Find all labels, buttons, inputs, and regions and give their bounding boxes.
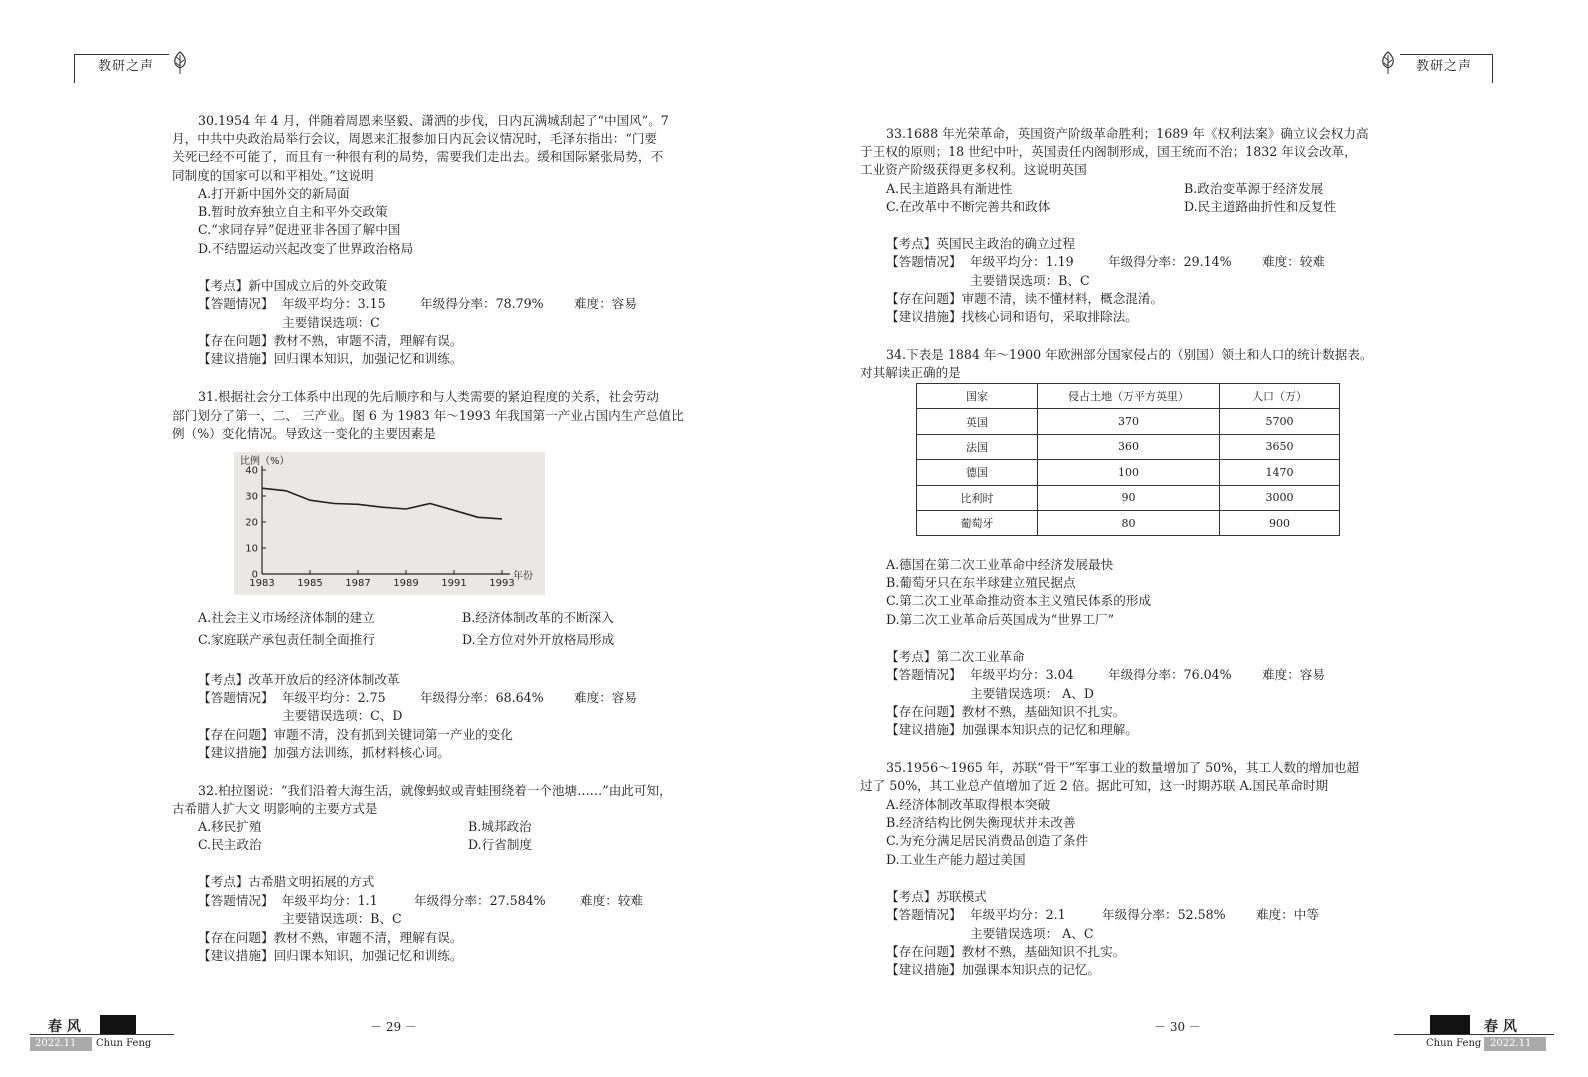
chart-x-tick-label: 1991 bbox=[441, 578, 467, 589]
q34-rate: 年级得分率：76.04% bbox=[1108, 667, 1232, 682]
q31-avg: 年级平均分：2.75 bbox=[282, 690, 386, 705]
q34-measure: 【建议措施】加强课本知识点的记忆和理解。 bbox=[886, 722, 1138, 737]
q30-problem: 【存在问题】教材不熟，审题不清，理解有误。 bbox=[198, 333, 463, 348]
q33-stem-3: 工业资产阶级获得更多权利。这说明英国 bbox=[860, 162, 1087, 177]
q34-option-d: D.第二次工业革命后英国成为“世界工厂” bbox=[886, 612, 1115, 627]
q30-stem-2: 月，中共中央政治局举行会议，周恩来汇报参加日内瓦会议情况时，毛泽东指出：“门要 bbox=[172, 131, 658, 146]
q33-measure: 【建议措施】找核心词和语句，采取排除法。 bbox=[886, 309, 1138, 324]
table-cell: 英国 bbox=[917, 409, 1038, 434]
q32-avg: 年级平均分：1.1 bbox=[282, 893, 378, 908]
q34-option-b: B.葡萄牙只在东半球建立殖民据点 bbox=[886, 575, 1076, 590]
table-cell: 5700 bbox=[1220, 409, 1340, 434]
table-cell: 法国 bbox=[917, 434, 1038, 459]
table-row bbox=[917, 510, 1340, 535]
q32-problem: 【存在问题】教材不熟，审题不清，理解有误。 bbox=[198, 930, 463, 945]
chart-series-line bbox=[262, 488, 502, 519]
footer-brand-right: 春 风 bbox=[1484, 1019, 1517, 1035]
q31-stem-2: 部门划分了第一、二、 三产业。图 6 为 1983 年～1993 年我国第一产业占国内生产总值比 bbox=[172, 408, 684, 423]
q33-errors: 主要错误选项：B、C bbox=[970, 273, 1090, 288]
chart-y-tick-label: 10 bbox=[245, 543, 258, 555]
q31-option-b: B.经济体制改革的不断深入 bbox=[462, 610, 614, 625]
q35-measure: 【建议措施】加强课本知识点的记忆。 bbox=[886, 962, 1101, 977]
q33-option-d: D.民主道路曲折性和反复性 bbox=[1184, 199, 1337, 214]
q31-stem-1: 31.根据社会分工体系中出现的先后顺序和与人类需要的紧迫程度的关系，社会劳动 bbox=[198, 389, 659, 404]
q35-difficulty: 难度：中等 bbox=[1256, 907, 1319, 922]
chart-y-tick-label: 30 bbox=[245, 491, 258, 503]
q31-rate: 年级得分率：68.64% bbox=[420, 690, 544, 705]
q30-difficulty: 难度：容易 bbox=[574, 296, 637, 311]
q31-errors: 主要错误选项：C、D bbox=[282, 708, 403, 723]
q35-option-a: A.经济体制改革取得根本突破 bbox=[886, 797, 1051, 812]
q34-kaodian: 【考点】第二次工业革命 bbox=[886, 649, 1025, 664]
q30-option-c: C.“求同存异”促进亚非各国了解中国 bbox=[198, 222, 401, 237]
q35-problem: 【存在问题】教材不熟，基础知识不扎实。 bbox=[886, 944, 1126, 959]
q34-stem-1: 34.下表是 1884 年～1900 年欧洲部分国家侵占的（别国）领土和人口的统计数据表。 bbox=[886, 347, 1373, 362]
table-cell: 100 bbox=[1038, 460, 1220, 485]
q33-avg: 年级平均分：1.19 bbox=[970, 254, 1074, 269]
q33-option-b: B.政治变革源于经济发展 bbox=[1184, 181, 1324, 196]
q33-difficulty: 难度：较难 bbox=[1262, 254, 1325, 269]
table-cell: 90 bbox=[1038, 485, 1220, 510]
leaf-logo-icon bbox=[170, 50, 190, 76]
q32-option-d: D.行省制度 bbox=[468, 837, 533, 852]
q33-option-a: A.民主道路具有渐进性 bbox=[886, 181, 1013, 196]
q30-option-d: D.不结盟运动兴起改变了世界政治格局 bbox=[198, 241, 414, 256]
colony-table bbox=[916, 383, 1340, 536]
q33-problem: 【存在问题】审题不清，读不懂材料，概念混淆。 bbox=[886, 291, 1164, 306]
table-row bbox=[917, 434, 1340, 459]
table-row bbox=[917, 485, 1340, 510]
q32-errors: 主要错误选项：B、C bbox=[282, 911, 402, 926]
table-cell: 3000 bbox=[1220, 485, 1340, 510]
chart-ylabel: 比例（%） bbox=[240, 456, 290, 467]
q30-answer-label: 【答题情况】 bbox=[198, 296, 274, 311]
chart-x-tick-label: 1987 bbox=[345, 578, 371, 589]
q30-stem-4: 同制度的国家可以和平相处。”这说明 bbox=[172, 168, 374, 183]
q32-answer-label: 【答题情况】 bbox=[198, 893, 274, 908]
line-chart bbox=[234, 452, 545, 595]
chart-x-tick-label: 1985 bbox=[297, 578, 323, 589]
chart-x-tick-label: 1993 bbox=[489, 578, 515, 589]
page-number-30: － 30 － bbox=[1154, 1020, 1201, 1034]
q34-problem: 【存在问题】教材不熟，基础知识不扎实。 bbox=[886, 704, 1126, 719]
q32-measure: 【建议措施】回归课本知识，加强记忆和训练。 bbox=[198, 948, 463, 963]
footer-issue-right: 2022.11 bbox=[1490, 1038, 1532, 1049]
chart-y-tick-label: 20 bbox=[245, 517, 258, 529]
footer-brand-en-left: Chun Feng bbox=[96, 1038, 152, 1049]
q33-stem-1: 33.1688 年光荣革命，英国资产阶级革命胜利；1689 年《权利法案》确立议会权力高 bbox=[886, 126, 1369, 141]
q35-answer-label: 【答题情况】 bbox=[886, 907, 962, 922]
chart-svg bbox=[234, 452, 545, 595]
page-number-29: － 29 － bbox=[370, 1020, 417, 1034]
table-header-cell: 国家 bbox=[917, 384, 1038, 409]
table-row bbox=[917, 409, 1340, 434]
table-cell: 360 bbox=[1038, 434, 1220, 459]
q31-difficulty: 难度：容易 bbox=[574, 690, 637, 705]
q32-stem-1: 32.柏拉图说：“我们沿着大海生活，就像蚂蚁或青蛙围绕着一个池塘……”由此可知， bbox=[198, 783, 672, 798]
q32-option-a: A.移民扩殖 bbox=[198, 819, 262, 834]
q33-answer-label: 【答题情况】 bbox=[886, 254, 962, 269]
q32-option-c: C.民主政治 bbox=[198, 837, 262, 852]
q31-measure: 【建议措施】加强方法训练，抓材料核心词。 bbox=[198, 745, 450, 760]
table-cell: 德国 bbox=[917, 460, 1038, 485]
footer-brand-en-right: Chun Feng bbox=[1426, 1038, 1482, 1049]
table-row bbox=[917, 460, 1340, 485]
table-header-cell: 侵占土地（万平方英里） bbox=[1038, 384, 1220, 409]
table-cell: 370 bbox=[1038, 409, 1220, 434]
q33-option-c: C.在改革中不断完善共和政体 bbox=[886, 199, 1051, 214]
q30-avg: 年级平均分：3.15 bbox=[282, 296, 386, 311]
q34-option-a: A.德国在第二次工业革命中经济发展最快 bbox=[886, 557, 1114, 572]
header-title-left: 教研之声 bbox=[98, 59, 155, 74]
q34-errors: 主要错误选项： A、D bbox=[970, 686, 1094, 701]
q32-kaodian: 【考点】古希腊文明拓展的方式 bbox=[198, 874, 375, 889]
q35-stem-1: 35.1956～1965 年，苏联“骨干”军事工业的数量增加了 50%，其工人数的增加也超 bbox=[886, 760, 1360, 775]
q31-option-c: C.家庭联产承包责任制全面推行 bbox=[198, 632, 375, 647]
q34-answer-label: 【答题情况】 bbox=[886, 667, 962, 682]
q35-option-b: B.经济结构比例失衡现状并未改善 bbox=[886, 815, 1076, 830]
table-cell: 80 bbox=[1038, 510, 1220, 535]
table-cell: 葡萄牙 bbox=[917, 510, 1038, 535]
q30-errors: 主要错误选项：C bbox=[282, 315, 380, 330]
q30-stem-1: 30.1954 年 4 月，伴随着周恩来坚毅、潇洒的步伐，日内瓦满城刮起了“中国风”。7 bbox=[198, 113, 669, 128]
table-cell: 1470 bbox=[1220, 460, 1340, 485]
q35-kaodian: 【考点】苏联模式 bbox=[886, 889, 987, 904]
q35-option-c: C.为充分满足居民消费品创造了条件 bbox=[886, 833, 1089, 848]
chart-y-tick-label: 0 bbox=[251, 569, 258, 581]
table-cell: 900 bbox=[1220, 510, 1340, 535]
q35-rate: 年级得分率：52.58% bbox=[1102, 907, 1226, 922]
chart-y-tick-label: 40 bbox=[245, 465, 258, 477]
footer-brand-left: 春 风 bbox=[48, 1019, 81, 1035]
q31-option-d: D.全方位对外开放格局形成 bbox=[462, 632, 615, 647]
table-header-row bbox=[917, 384, 1340, 409]
q31-answer-label: 【答题情况】 bbox=[198, 690, 274, 705]
q30-kaodian: 【考点】新中国成立后的外交政策 bbox=[198, 278, 387, 293]
table-cell: 比利时 bbox=[917, 485, 1038, 510]
chart-x-tick-label: 1989 bbox=[393, 578, 419, 589]
right-page bbox=[794, 0, 1588, 1077]
q32-option-b: B.城邦政治 bbox=[468, 819, 532, 834]
q31-option-a: A.社会主义市场经济体制的建立 bbox=[198, 610, 375, 625]
q33-kaodian: 【考点】英国民主政治的确立过程 bbox=[886, 236, 1075, 251]
q32-stem-2: 古希腊人扩大文 明影响的主要方式是 bbox=[172, 801, 378, 816]
q30-option-a: A.打开新中国外交的新局面 bbox=[198, 186, 350, 201]
q31-kaodian: 【考点】改革开放后的经济体制改革 bbox=[198, 672, 400, 687]
q30-option-b: B.暂时放弃独立自主和平外交政策 bbox=[198, 204, 388, 219]
q32-rate: 年级得分率：27.584% bbox=[414, 893, 546, 908]
leaf-logo-icon-right bbox=[1378, 50, 1398, 76]
q33-stem-2: 于王权的原则；18 世纪中叶，英国责任内阁制形成，国王统而不治；1832 年议会改革， bbox=[860, 144, 1357, 159]
q31-stem-3: 例（%）变化情况。导致这一变化的主要因素是 bbox=[172, 426, 436, 441]
q35-errors: 主要错误选项： A、C bbox=[970, 926, 1094, 941]
table-header-cell: 人口（万） bbox=[1220, 384, 1340, 409]
footer-black-tab-right bbox=[1430, 1015, 1470, 1034]
q34-avg: 年级平均分：3.04 bbox=[970, 667, 1074, 682]
footer-rule-right bbox=[1394, 1034, 1554, 1035]
q31-problem: 【存在问题】审题不清，没有抓到关键词第一产业的变化 bbox=[198, 727, 513, 742]
q34-difficulty: 难度：容易 bbox=[1262, 667, 1325, 682]
q34-option-c: C.第二次工业革命推动资本主义殖民体系的形成 bbox=[886, 593, 1152, 608]
q30-rate: 年级得分率：78.79% bbox=[420, 296, 544, 311]
q33-rate: 年级得分率：29.14% bbox=[1108, 254, 1232, 269]
q35-option-d: D.工业生产能力超过美国 bbox=[886, 852, 1026, 867]
q30-stem-3: 关死已经不可能了，而且有一种很有利的局势，需要我们走出去。缓和国际紧张局势，不 bbox=[172, 149, 664, 164]
table-cell: 3650 bbox=[1220, 434, 1340, 459]
q30-measure: 【建议措施】回归课本知识，加强记忆和训练。 bbox=[198, 351, 463, 366]
q32-difficulty: 难度：较难 bbox=[580, 893, 643, 908]
footer-black-tab-left bbox=[100, 1015, 136, 1034]
q34-stem-2: 对其解读正确的是 bbox=[860, 365, 961, 380]
chart-xlabel: 年份 bbox=[513, 571, 533, 582]
q35-avg: 年级平均分：2.1 bbox=[970, 907, 1066, 922]
q35-stem-2: 过了 50%，其工业总产值增加了近 2 倍。据此可知，这一时期苏联 A.国民革命时期 bbox=[860, 778, 1329, 793]
chart-x-tick-label: 1983 bbox=[249, 578, 275, 589]
footer-issue-left: 2022.11 bbox=[35, 1038, 77, 1049]
header-title-right: 教研之声 bbox=[1416, 59, 1473, 74]
